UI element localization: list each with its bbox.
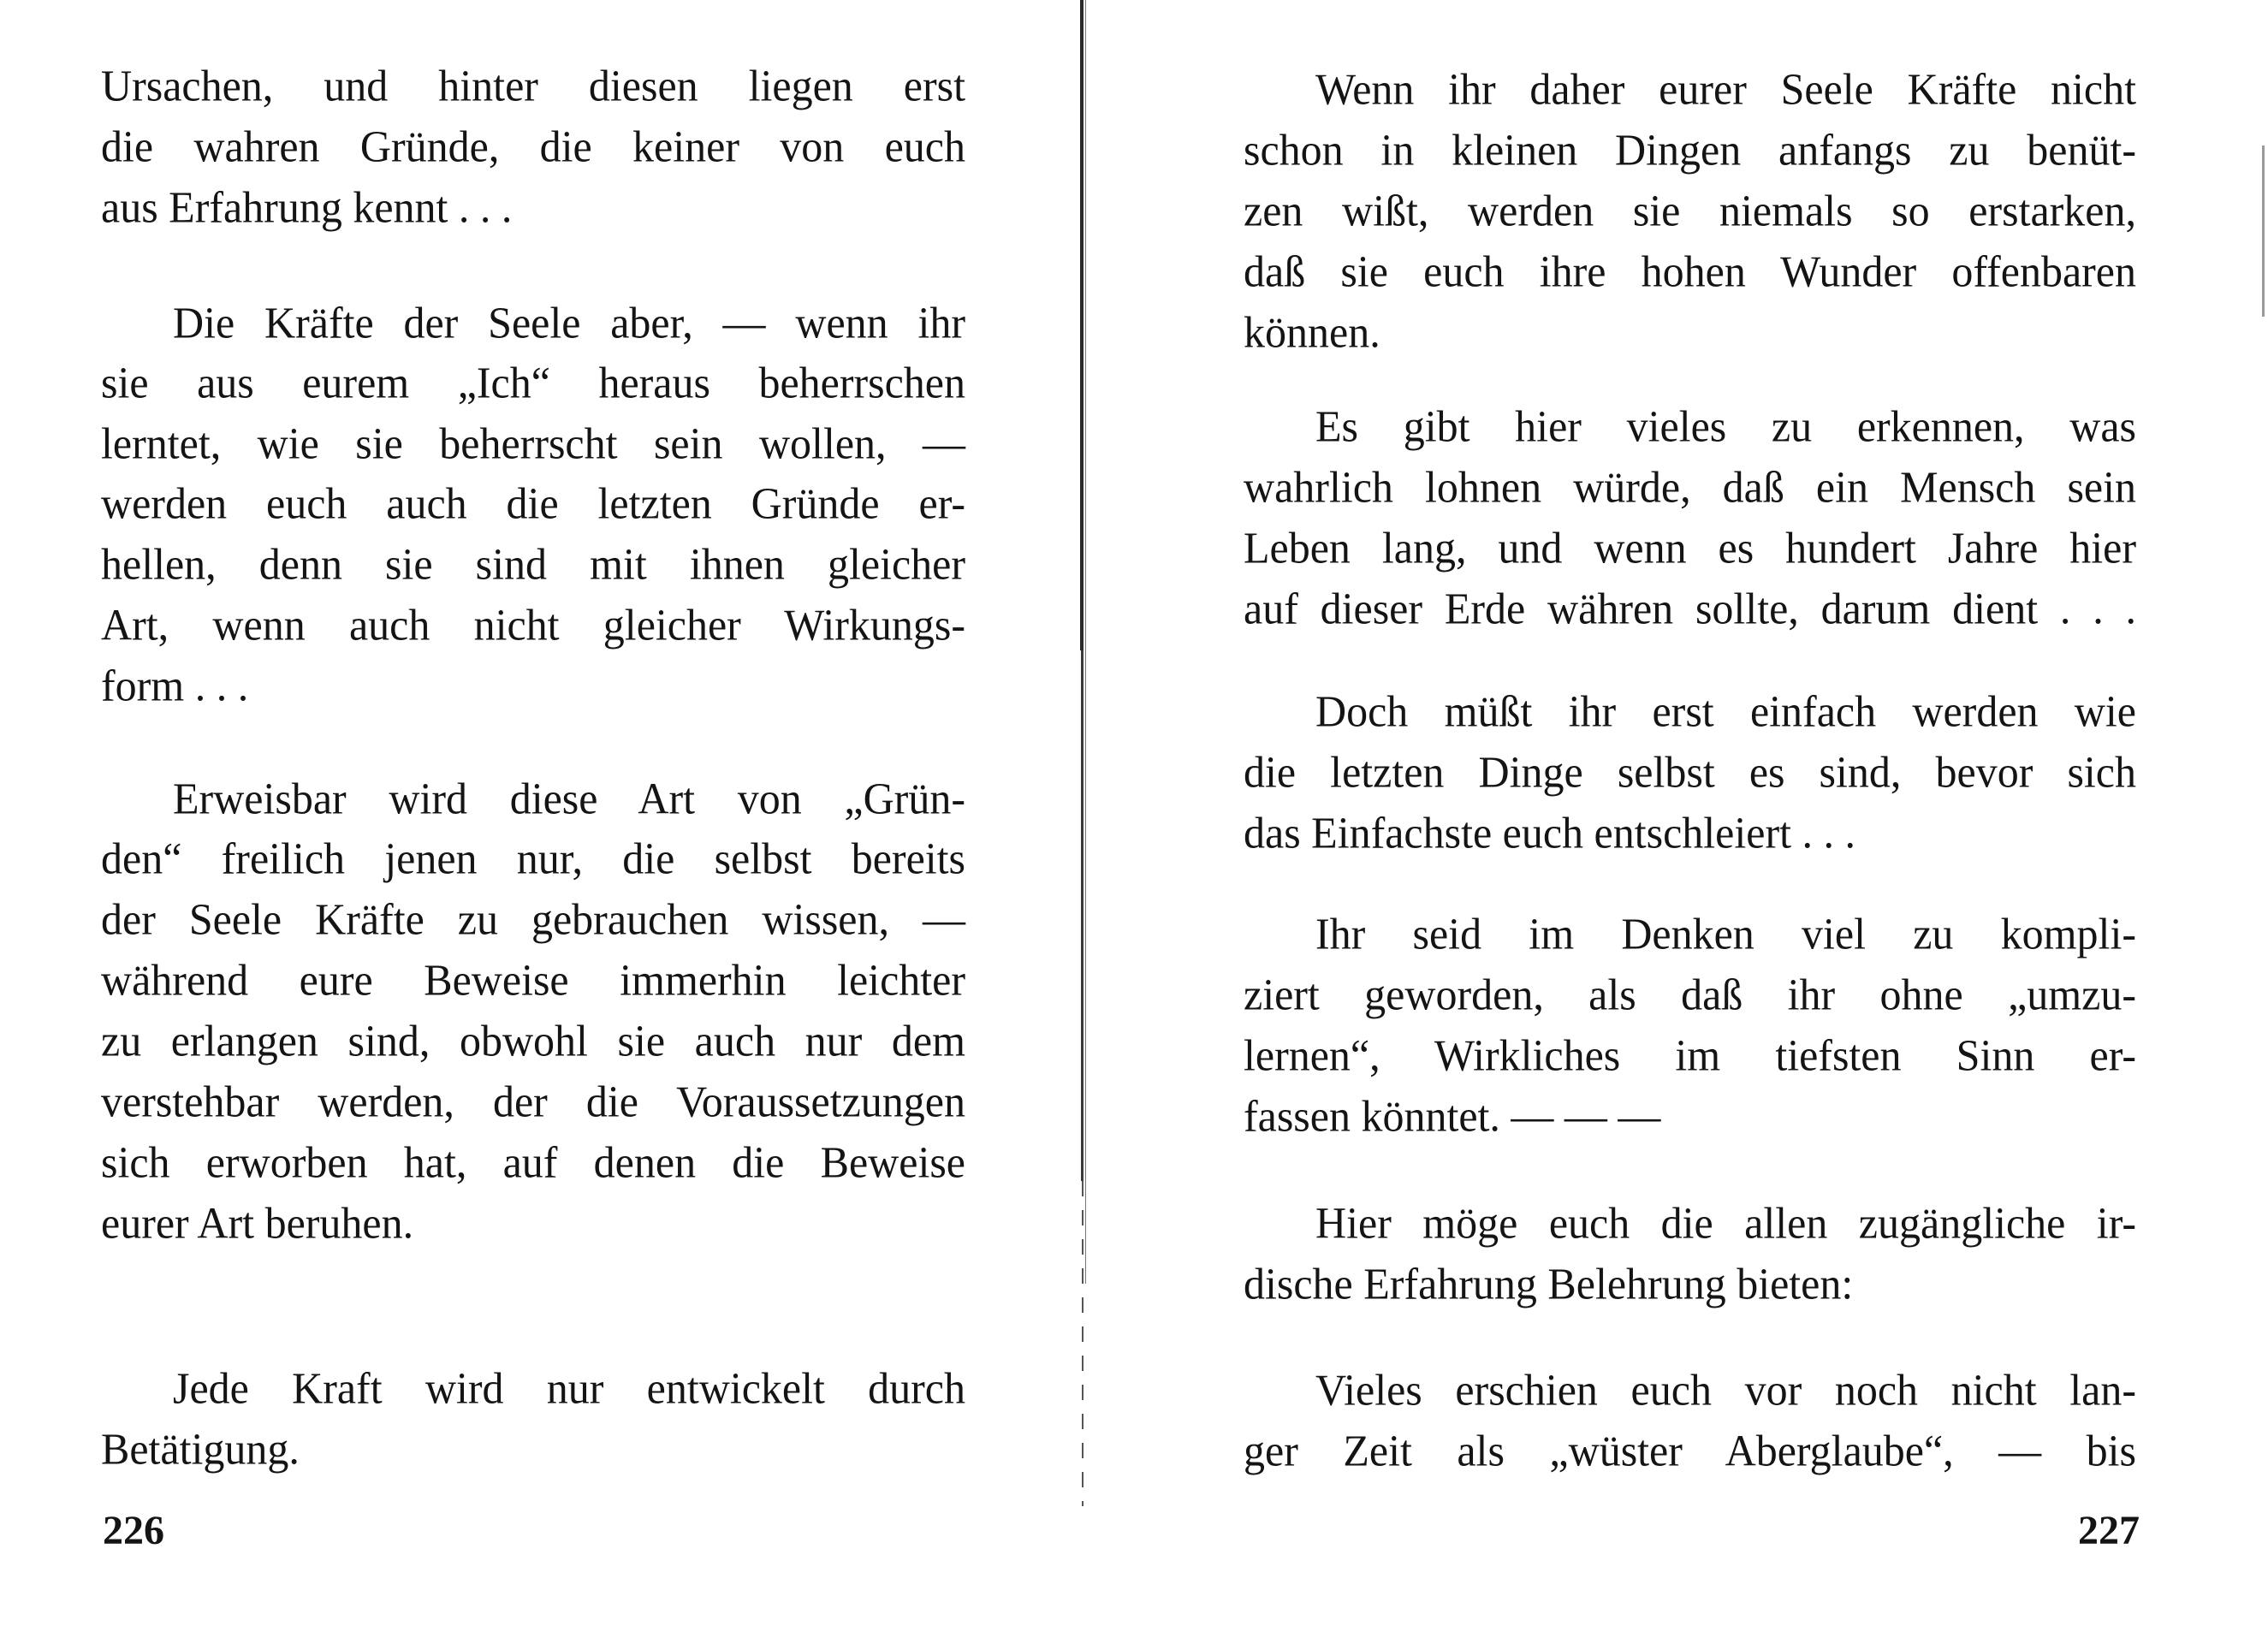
text-line: Art, wenn auch nicht gleicher Wirkungs- <box>101 599 965 650</box>
page-number: 226 <box>103 1508 164 1553</box>
text-line: lernen“, Wirkliches im tiefsten Sinn er- <box>1244 1030 2136 1081</box>
text-line: Doch müßt ihr erst einfach werden wie <box>1315 685 2136 737</box>
text-line: eurer Art beruhen. <box>101 1197 414 1249</box>
text-line: lerntet, wie sie beherrscht sein wollen, — <box>101 418 965 469</box>
text-line: die wahren Gründe, die keiner von euch <box>101 121 965 172</box>
text-line: das Einfachste euch entschleiert . . . <box>1244 807 1855 858</box>
text-line: sie aus eurem „Ich“ heraus beherrschen <box>101 357 965 408</box>
text-line: aus Erfahrung kennt . . . <box>101 181 513 233</box>
text-line: Hier möge euch die allen zugängliche ir- <box>1315 1197 2136 1249</box>
left-page <box>0 0 1083 1626</box>
text-line: Die Kräfte der Seele aber, — wenn ihr <box>173 297 965 348</box>
text-line: ger Zeit als „wüster Aberglaube“, — bis <box>1244 1425 2136 1476</box>
text-line: sich erworben hat, auf denen die Beweise <box>101 1136 965 1188</box>
right-page <box>1091 0 2268 1626</box>
text-line: der Seele Kräfte zu gebrauchen wissen, — <box>101 893 965 945</box>
text-line: auf dieser Erde währen sollte, darum dient . . . <box>1244 583 2136 634</box>
text-line: Ihr seid im Denken viel zu kompli- <box>1315 908 2136 959</box>
text-line: dische Erfahrung Belehrung bieten: <box>1244 1258 1854 1309</box>
text-line: Es gibt hier vieles zu erkennen, was <box>1315 401 2136 452</box>
text-line: werden euch auch die letzten Gründe er- <box>101 478 965 529</box>
text-line: Wenn ihr daher eurer Seele Kräfte nicht <box>1315 63 2136 115</box>
scan-edge-mark <box>2262 145 2265 317</box>
text-line: hellen, denn sie sind mit ihnen gleicher <box>101 538 965 590</box>
text-line: Erweisbar wird diese Art von „Grün- <box>173 773 965 824</box>
text-line: ziert geworden, als daß ihr ohne „umzu- <box>1244 969 2136 1020</box>
text-line: den“ freilich jenen nur, die selbst bereits <box>101 833 965 884</box>
text-line: form . . . <box>101 660 249 711</box>
text-line: fassen könntet. — — — <box>1244 1090 1661 1142</box>
text-line: daß sie euch ihre hohen Wunder offenbaren <box>1244 246 2136 297</box>
text-line: können. <box>1244 306 1380 358</box>
text-line: während eure Beweise immerhin leichter <box>101 954 965 1006</box>
text-line: zen wißt, werden sie niemals so erstarken, <box>1244 185 2136 236</box>
text-line: die letzten Dinge selbst es sind, bevor sich <box>1244 746 2136 798</box>
text-line: Leben lang, und wenn es hundert Jahre hier <box>1244 522 2136 573</box>
text-line: wahrlich lohnen würde, daß ein Mensch sein <box>1244 461 2136 513</box>
book-gutter <box>1080 0 1089 1523</box>
text-line: zu erlangen sind, obwohl sie auch nur dem <box>101 1015 965 1066</box>
text-line: Betätigung. <box>101 1423 300 1475</box>
text-line: verstehbar werden, der die Voraussetzungen <box>101 1076 965 1127</box>
page-number: 227 <box>2078 1508 2140 1553</box>
text-line: Jede Kraft wird nur entwickelt durch <box>173 1362 965 1414</box>
text-line: Vieles erschien euch vor noch nicht lan- <box>1315 1364 2136 1415</box>
text-line: Ursachen, und hinter diesen liegen erst <box>101 60 965 111</box>
text-line: schon in kleinen Dingen anfangs zu benüt- <box>1244 124 2136 175</box>
